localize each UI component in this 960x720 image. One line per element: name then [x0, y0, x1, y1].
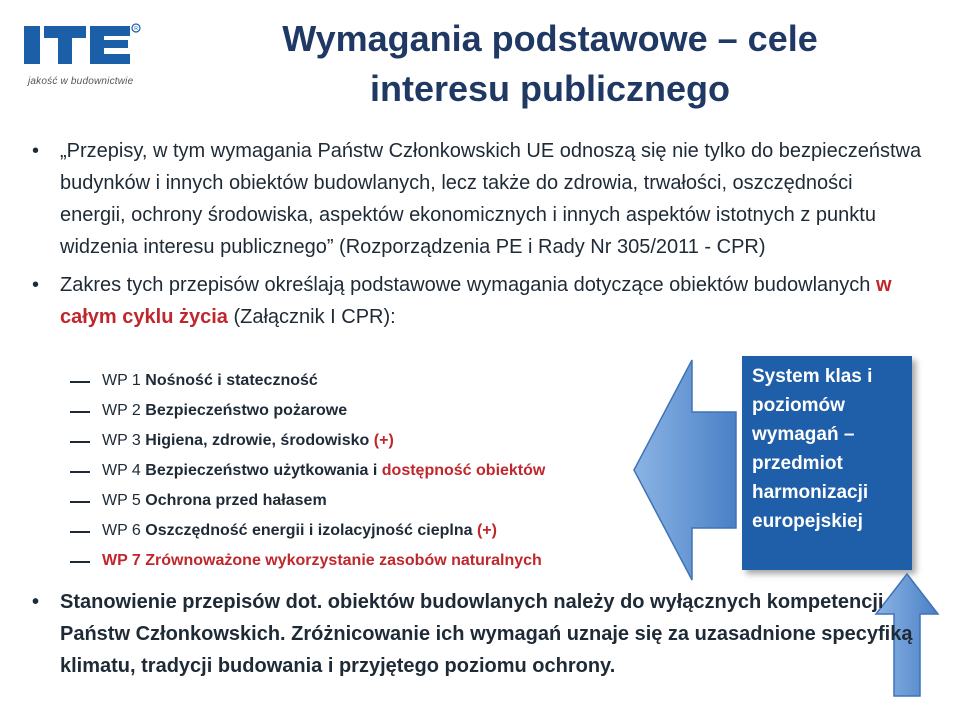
bullet-list: [32, 135, 922, 333]
bottom-bullet: [32, 586, 922, 682]
requirement-item-5: [70, 486, 670, 516]
requirements-list: [70, 366, 670, 576]
requirement-code: WP 3: [102, 432, 146, 449]
itb-logo: [20, 16, 170, 90]
requirement-name: Higiena, zdrowie, środowisko: [145, 432, 374, 449]
requirement-extra: dostępność obiektów: [381, 462, 546, 479]
svg-text:R: R: [134, 26, 138, 32]
requirement-code: WP 4: [102, 462, 146, 479]
bullet-dot-icon: •: [32, 140, 40, 162]
dash-icon: [70, 531, 90, 533]
bullet-dot-icon: •: [32, 591, 40, 613]
logo-tagline: jakość w budownictwie: [28, 76, 134, 87]
dash-icon: [70, 381, 90, 383]
requirement-extra: (+): [476, 522, 497, 539]
requirement-item-4: [70, 456, 670, 486]
bottom-bullet-item: [32, 586, 922, 682]
system-box-line-3: wymagań –: [752, 424, 855, 445]
bullet-text-2-after: (Załącznik I CPR):: [227, 306, 396, 328]
bottom-bullet-text: Stanowienie przepisów dot. obiektów budowlanych należy do wyłącznych kompetencji Państw Członkowskich. Zróżnicowanie ich wymagań uznaje się za uzasadnione specyfiką klimatu, tradycji budowania i przyjętego poziomu ochrony.: [60, 591, 913, 677]
dash-icon: [70, 471, 90, 473]
system-box-line-4: przedmiot: [752, 453, 843, 474]
requirement-item-3: [70, 426, 670, 456]
requirement-code: WP 1: [102, 372, 146, 389]
page-title: [210, 14, 890, 114]
requirement-item-1: [70, 366, 670, 396]
requirement-name: Zrównoważone wykorzystanie zasobów naturalnych: [145, 552, 542, 569]
requirement-item-6: [70, 516, 670, 546]
dash-icon: [70, 441, 90, 443]
dash-icon: [70, 561, 90, 563]
requirement-code: WP 2: [102, 402, 146, 419]
requirement-name: Ochrona przed hałasem: [145, 492, 327, 509]
title-line-2: interesu publicznego: [369, 68, 731, 109]
requirement-name: Nośność i stateczność: [145, 372, 318, 389]
requirement-code: WP 7: [102, 552, 146, 569]
dash-icon: [70, 411, 90, 413]
system-box-line-1: System klas i: [752, 366, 873, 387]
requirement-item-7: [70, 546, 670, 576]
system-box-line-6: europejskiej: [752, 511, 863, 532]
requirement-extra: (+): [373, 432, 394, 449]
requirement-code: WP 6: [102, 522, 146, 539]
bullet-text-1: „Przepisy, w tym wymagania Państw Członkowskich UE odnoszą się nie tylko do bezpieczeństwa budynków i innych obiektów budowlanych, lecz także do zdrowia, trwałości, oszczędności energii, ochrony środowiska, aspektów ekonomicznych i innych aspektów istotnych z punktu widzenia interesu publicznego” (Rozporządzenia PE i Rady Nr 305/2011 - CPR): [60, 140, 922, 258]
title-line-1: Wymagania podstawowe – cele: [282, 18, 818, 59]
bullet-text-2-highlight: w całym cyklu życia: [60, 274, 892, 328]
bullet-text-2-before: Zakres tych przepisów określają podstawowe wymagania dotyczące obiektów budowlanych: [60, 274, 876, 296]
requirement-name: Bezpieczeństwo pożarowe: [145, 402, 348, 419]
dash-icon: [70, 501, 90, 503]
requirement-name: Oszczędność energii i izolacyjność cieplna: [145, 522, 477, 539]
bullet-item-2: [32, 269, 922, 333]
requirement-name: Bezpieczeństwo użytkowania i: [145, 462, 382, 479]
system-box-line-5: harmonizacji: [752, 482, 869, 503]
system-box-line-2: poziomów: [752, 395, 845, 416]
bullet-dot-icon: •: [32, 274, 40, 296]
left-arrow-icon: [630, 350, 740, 590]
requirement-code: WP 5: [102, 492, 146, 509]
requirement-item-2: [70, 396, 670, 426]
itb-logo-mark: [20, 16, 170, 72]
bullet-item-1: [32, 135, 922, 263]
system-classes-box: [742, 356, 912, 570]
